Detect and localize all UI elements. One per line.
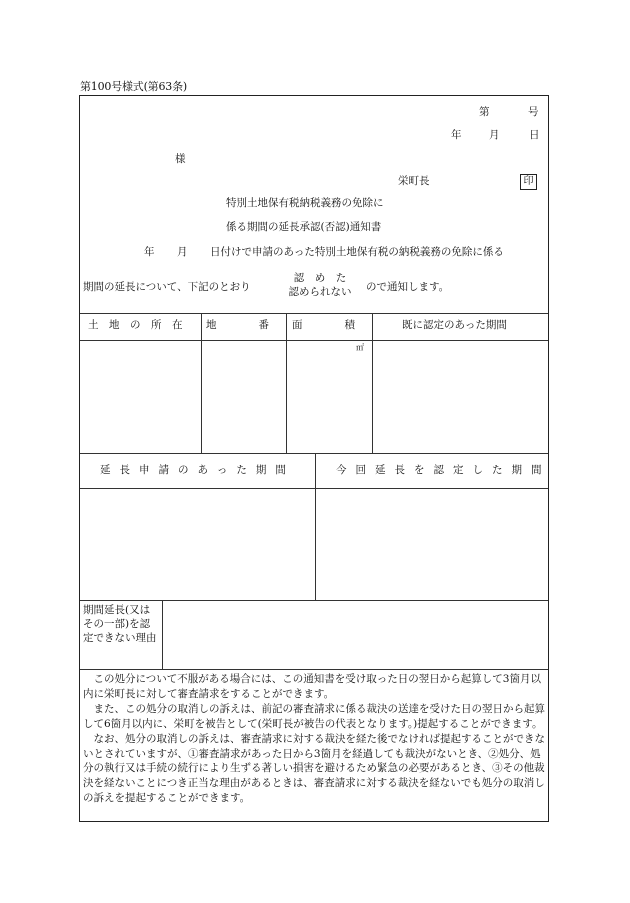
title-line-1: 特別土地保有税納税義務の免除に [226, 197, 384, 209]
date-day: 日 [529, 129, 540, 141]
table2-top-rule [80, 453, 548, 454]
table1-header-area: 面 積 [292, 319, 355, 331]
number-go: 号 [528, 106, 539, 118]
date-month: 月 [489, 129, 500, 141]
area-unit: ㎡ [356, 343, 364, 352]
note-paragraph: なお、処分の取消しの訴えは、審査請求に対する裁決を経た後でなければ提起することができないとされていますが、①審査請求があった日から3箇月を経過しても裁決がないとき、②処分、処分の執行又は手続の続行により生ずる著しい損害を避けるため緊急の必要があるとき、③その他裁決を経ないことにつき正当な理由があるときは、審査請求に対する裁決を経ないでも処分の取消しの訴えを提起することができます。 [83, 732, 545, 805]
issuer-name: 栄町長 [398, 175, 430, 187]
date-year: 年 [451, 129, 462, 141]
appeal-notes [83, 672, 548, 806]
notes-top-rule [80, 669, 548, 670]
table1-col-divider-2 [286, 313, 287, 453]
table2-col-divider [315, 453, 316, 600]
note-paragraph: この処分について不服がある場合には、この通知書を受け取った日の翌日から起算して3箇月以内に栄町長に対して審査請求をすることができます。 [83, 673, 541, 700]
table1-header-certified-period: 既に認定のあった期間 [402, 319, 507, 331]
reason-label: 期間延長(又はその一部)を認定できない理由 [83, 604, 157, 644]
body-line-2-start: 期間の延長について、下記のとおり [83, 281, 251, 293]
addressee-sama: 様 [175, 153, 186, 165]
title-line-2: 係る期間の延長承認(否認)通知書 [226, 221, 382, 233]
table2-header-rule [80, 488, 548, 489]
notice-form [79, 95, 549, 822]
table1-col-divider-1 [201, 313, 202, 453]
table1-header-rule [80, 340, 548, 341]
seal-mark: 印 [520, 174, 537, 190]
table1-header-location: 土 地 の 所 在 [88, 319, 183, 331]
form-number-label: 第100号様式(第63条) [80, 80, 187, 93]
note-paragraph: また、この処分の取消しの訴えは、前記の審査請求に係る裁決の送達を受けた日の翌日から起算して6箇月以内に、栄町を被告として(栄町長が被告の代表となります。)提起することができます。 [83, 702, 545, 730]
table1-header-lot-number: 地 番 [206, 319, 269, 331]
body-month: 月 [177, 246, 188, 258]
option-approved: 認 め た [293, 272, 347, 284]
number-dai: 第 [479, 106, 490, 118]
body-line-1: 日付けで申請のあった特別土地保有税の納税義務の免除に係る [210, 246, 504, 258]
table1-col-divider-3 [372, 313, 373, 453]
table2-header-approved-period: 今回延長を認定した期間 [336, 464, 551, 476]
reason-col-divider [162, 600, 163, 669]
option-denied: 認められない [288, 286, 352, 298]
body-line-2-end: ので通知します。 [366, 281, 450, 293]
body-year: 年 [144, 246, 155, 258]
table2-header-requested-period: 延長申請のあった期間 [100, 464, 295, 476]
table1-top-rule [80, 313, 548, 314]
approval-options [280, 271, 360, 299]
reason-top-rule [80, 600, 548, 601]
